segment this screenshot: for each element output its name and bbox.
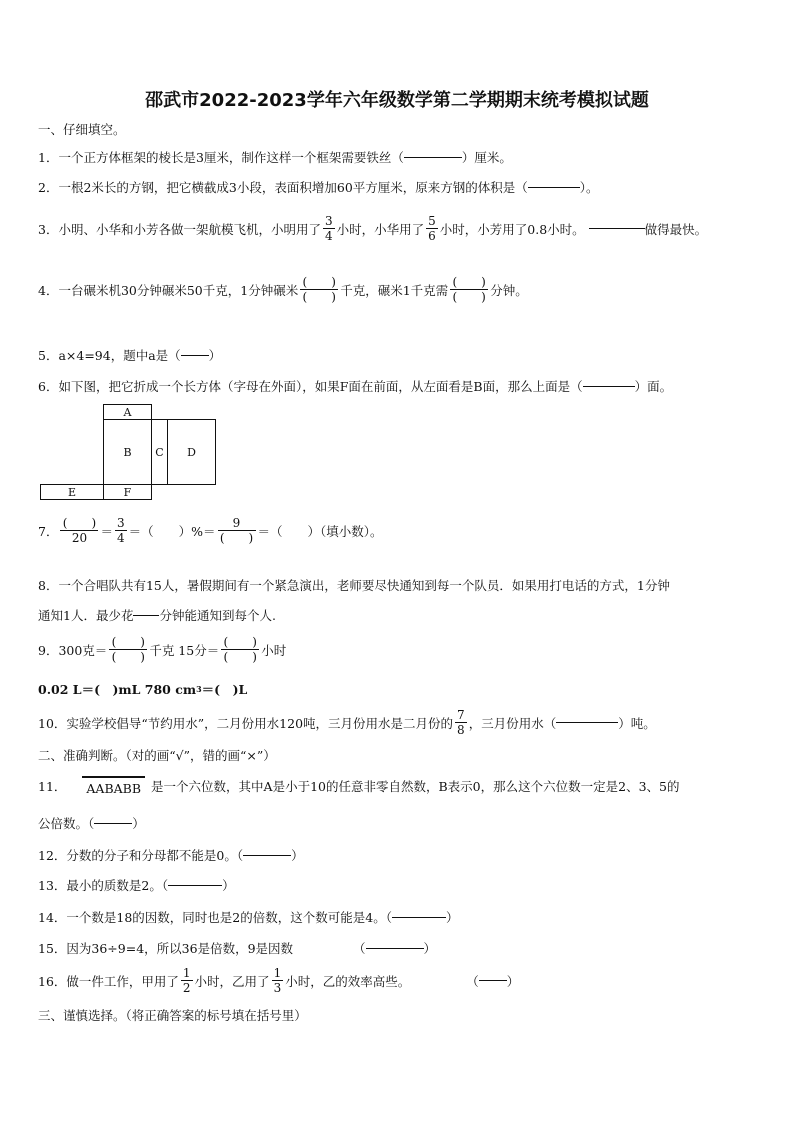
answer-blank[interactable] <box>392 917 446 918</box>
question-10 <box>38 708 656 737</box>
question-16-text-2: 小时，乙用了 <box>194 973 270 989</box>
answer-blank[interactable] <box>589 228 645 229</box>
question-14-text: 14．一个数是18的因数，同时也是2的倍数，这个数可能是4。（ <box>38 910 392 925</box>
question-2-tail: ）。 <box>579 180 599 195</box>
question-16-text-3: 小时，乙的效率高些。 <box>285 973 411 989</box>
question-5-text: 5．a×4=94，题中a是（ <box>38 348 181 363</box>
question-13-text: 13．最小的质数是2。（ <box>38 878 169 893</box>
question-2 <box>38 178 599 196</box>
answer-blank[interactable] <box>404 157 462 158</box>
net-face-f: F <box>103 484 152 500</box>
question-7 <box>38 516 383 545</box>
question-16-tail: ） <box>506 973 520 989</box>
question-3-text: 3．小明、小华和小芳各做一架航模飞机，小明用了 <box>38 221 321 237</box>
question-15-text: 15．因为36÷9=4，所以36是倍数，9是因数 <box>38 941 294 956</box>
question-16 <box>38 966 519 995</box>
question-15-paren: （ <box>353 941 366 956</box>
question-7-number: 7． <box>38 523 59 539</box>
question-8-line-2 <box>38 606 276 624</box>
fraction: $\frac{1}{3}$ <box>273 966 282 995</box>
answer-blank[interactable] <box>583 386 635 387</box>
net-face-c: C <box>151 419 168 485</box>
answer-blank[interactable] <box>479 980 507 981</box>
answer-blank[interactable] <box>243 855 291 856</box>
question-11-text-2: 公倍数。（ <box>38 816 95 831</box>
fraction: $\frac{5}{6}$ <box>428 214 436 243</box>
superscript: 3 <box>196 684 202 694</box>
question-1-text: 1．一个正方体框架的棱长是3厘米，制作这样一个框架需要铁丝（ <box>38 150 404 165</box>
question-9-part-2 <box>38 680 247 698</box>
question-5 <box>38 346 221 364</box>
net-face-b: B <box>103 419 152 485</box>
net-face-a: A <box>103 404 152 420</box>
answer-blank[interactable] <box>133 615 159 616</box>
question-9-part-2-text: 0.02 L＝( )mL 780 cm <box>38 682 197 697</box>
cuboid-net-diagram <box>40 404 240 500</box>
answer-blank[interactable] <box>366 948 424 949</box>
fraction-blank[interactable]: $\frac{( )}{20}$ <box>60 516 98 545</box>
fraction-blank[interactable]: $\frac{( )}{( )}$ <box>109 635 147 664</box>
question-11-tail: ） <box>132 816 145 831</box>
question-9-text: 9．300克＝ <box>38 642 108 658</box>
question-9-tail: 小时 <box>261 642 287 658</box>
question-8-text: 通知1人．最少花 <box>38 608 134 623</box>
fraction-blank[interactable]: $\frac{( )}{( )}$ <box>450 275 488 304</box>
question-1-tail: ）厘米。 <box>461 150 512 165</box>
question-4-text: 4．一台碾米机30分钟碾米50千克，1分钟碾米 <box>38 282 299 298</box>
question-11-text: 是一个六位数，其中A是小于10的任意非零自然数，B表示0，那么这个六位数一定是2、3、5的 <box>151 779 680 794</box>
question-7-tail: ＝（ ）（填小数）。 <box>257 523 383 539</box>
fraction-blank[interactable]: $\frac{( )}{( )}$ <box>221 635 259 664</box>
question-6 <box>38 377 672 395</box>
question-9-part-2-tail: ＝( )L <box>201 682 248 697</box>
question-5-tail: ） <box>208 348 222 363</box>
fraction: $\frac{3}{4}$ <box>324 214 333 243</box>
question-12-tail: ） <box>291 848 304 863</box>
question-2-text: 2．一根2米长的方钢，把它横截成3小段，表面积增加60平方厘米，原来方钢的体积是（ <box>38 180 528 195</box>
question-9 <box>38 635 286 664</box>
question-15 <box>38 939 436 957</box>
question-3-tail: 做得最快。 <box>644 221 708 237</box>
answer-blank[interactable] <box>181 355 209 356</box>
fraction-blank[interactable]: $\frac{9}{( )}$ <box>218 516 256 545</box>
fraction: $\frac{7}{8}$ <box>457 708 465 737</box>
fraction-blank[interactable]: $\frac{( )}{( )}$ <box>300 275 338 304</box>
section-3-heading: 三、谨慎选择。（将正确答案的标号填在括号里） <box>38 1008 307 1023</box>
question-16-paren: （ <box>466 973 479 989</box>
question-6-text: 6．如下图，把它折成一个长方体（字母在外面），如果F面在前面，从左面看是B面，那么上面是（ <box>38 379 583 394</box>
fraction: $\frac{3}{4}$ <box>116 516 125 545</box>
question-14-tail: ） <box>445 910 459 925</box>
question-10-tail: ）吨。 <box>618 715 656 731</box>
six-digit-number: AABABB <box>82 776 145 796</box>
question-8-tail: 分钟能通知到每个人. <box>159 608 276 623</box>
section-1-heading: 一、仔细填空。 <box>38 122 126 137</box>
question-14 <box>38 908 458 926</box>
question-4-tail: 分钟。 <box>490 282 528 298</box>
question-12-text: 12．分数的分子和分母都不能是0。（ <box>38 848 244 863</box>
page-title: 邵武市2022-2023学年六年级数学第二学期期末统考模拟试题 <box>145 90 649 111</box>
equals-sign: ＝ <box>100 523 113 539</box>
question-1 <box>38 148 512 166</box>
answer-blank[interactable] <box>94 823 132 824</box>
question-9-text-2: 千克 15分＝ <box>149 642 220 658</box>
question-13 <box>38 876 235 894</box>
question-11-number: 11． <box>38 779 67 794</box>
question-11 <box>38 776 679 796</box>
question-13-tail: ） <box>222 878 235 893</box>
question-15-tail: ） <box>423 941 437 956</box>
question-7-text: ＝（ ）%＝ <box>128 523 216 539</box>
question-4-text-2: 千克，碾米1千克需 <box>340 282 449 298</box>
question-4 <box>38 275 528 304</box>
question-16-text: 16．做一件工作，甲用了 <box>38 973 179 989</box>
fraction: $\frac{1}{2}$ <box>182 966 191 995</box>
question-3 <box>38 214 707 243</box>
question-12 <box>38 846 304 864</box>
question-10-text-2: ，三月份用水（ <box>468 715 557 731</box>
question-10-text: 10．实验学校倡导“节约用水”，二月份用水120吨，三月份用水是二月份的 <box>38 715 454 731</box>
answer-blank[interactable] <box>168 885 222 886</box>
question-8-line-1: 8．一个合唱队共有15人，暑假期间有一个紧急演出，老师要尽快通知到每一个队员．如果用打电话的方式，1分钟 <box>38 578 670 593</box>
section-2-heading: 二、准确判断。（对的画“√”，错的画“×”） <box>38 748 276 763</box>
question-3-text-3: 小时，小芳用了0.8小时。 <box>439 221 585 237</box>
net-face-e: E <box>40 484 104 500</box>
answer-blank[interactable] <box>528 187 580 188</box>
question-6-tail: ）面。 <box>634 379 673 394</box>
question-11-line-2 <box>38 814 145 832</box>
net-face-d: D <box>167 419 216 485</box>
answer-blank[interactable] <box>556 722 618 723</box>
question-3-text-2: 小时，小华用了 <box>336 221 425 237</box>
